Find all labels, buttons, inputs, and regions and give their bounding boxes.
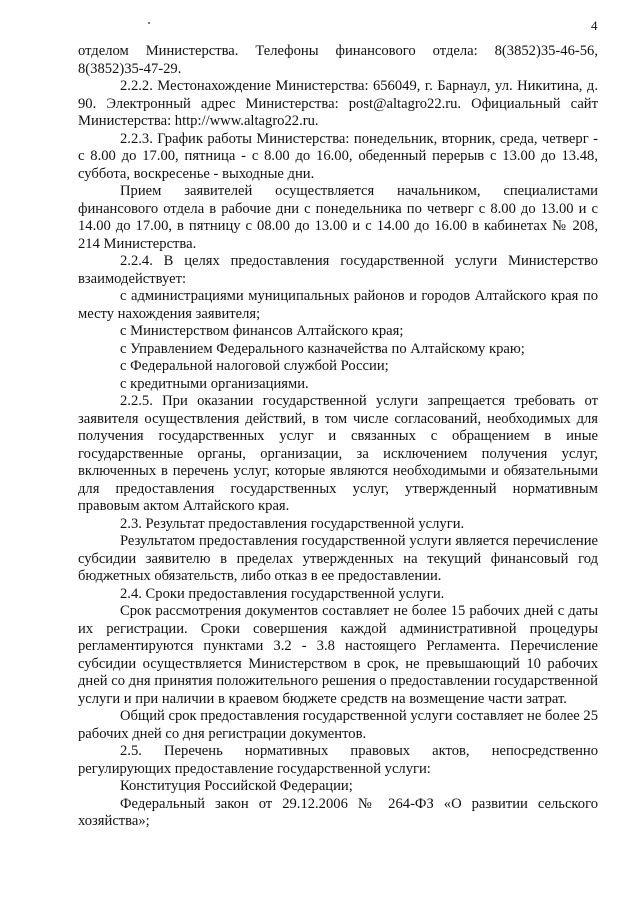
heading-2-4-terms: 2.4. Сроки предоставления государственной услуги.: [120, 585, 445, 602]
heading-2-5-legal-acts: 2.5. Перечень нормативных правовых актов, непосредственно регулирующих предоставление государственной услуги:: [78, 743, 598, 777]
heading-2-3-result: 2.3. Результат предоставления государственной услуги.: [120, 515, 465, 532]
list-item-municipal-administrations: с администрациями муниципальных районов и городов Алтайского края по месту нахождения заявителя;: [78, 288, 598, 322]
paragraph-finance-phones: отделом Министерства. Телефоны финансового отдела: 8(3852)35-46-56, 8(3852)35-47-29.: [78, 43, 598, 77]
list-item-federal-law-264: Федеральный закон от 29.12.2006 № 264-ФЗ «О развитии сельского хозяйства»;: [78, 795, 598, 829]
paragraph-review-terms: Срок рассмотрения документов составляет не более 15 рабочих дней с даты их регистрации. Сроки совершения каждой административной процедуры регламентируются пунктами 3.2 - 3.8 настоящего Регламента. Перечисление субсидии осуществляется Министерством в срок, не превышающий 10 рабочих дней со дня принятия положительного решения о предоставлении государственной услуги и при наличии в краевом бюджете средств на возмещение части затрат.: [78, 603, 598, 707]
paragraph-2-2-2-location: 2.2.2. Местонахождение Министерства: 656049, г. Барнаул, ул. Никитина, д. 90. Электронный адрес Министерства: post@altagro22.ru. Официальный сайт Министерства: http://www.altagro22.ru.: [78, 78, 598, 129]
list-item-ministry-of-finance: с Министерством финансов Алтайского края;: [120, 323, 404, 339]
list-item-credit-organizations: с кредитными организациями.: [120, 375, 309, 392]
page-number: 4: [591, 18, 598, 33]
paragraph-reception-hours: Прием заявителей осуществляется начальником, специалистами финансового отдела в рабочие дни с понедельника по четверг с 8.00 до 13.00 и с 14.00 до 17.00, в пятницу с 08.00 до 13.00 и с 14.00 до 16.00 в кабинетах № 208, 214 Министерства.: [78, 183, 598, 252]
paragraph-result: Результатом предоставления государственной услуги является перечисление субсидии заявителю в пределах утвержденных на текущий финансовый год бюджетных обязательств, либо отказ в ее предоставлении.: [78, 533, 598, 584]
list-item-tax-service: с Федеральной налоговой службой России;: [120, 358, 389, 374]
document-body: [78, 43, 598, 831]
list-item-constitution: Конституция Российской Федерации;: [120, 778, 353, 794]
scan-speck: [148, 22, 150, 24]
list-item-treasury: с Управлением Федерального казначейства по Алтайскому краю;: [120, 340, 525, 357]
paragraph-2-2-5-prohibition: 2.2.5. При оказании государственной услуги запрещается требовать от заявителя осуществления действий, в том числе согласований, необходимых для получения государственных услуг и связанных с обращением в иные государственные органы, организации, за исключением получения услуг, включенных в перечень услуг, которые являются необходимыми и обязательными для предоставления государственных услуг, утвержденный нормативным правовым актом Алтайского края.: [78, 393, 598, 514]
paragraph-2-2-3-schedule: 2.2.3. График работы Министерства: понедельник, вторник, среда, четверг - с 8.00 до 17.00, пятница - с 8.00 до 16.00, обеденный перерыв с 13.00 до 13.48, суббота, воскресенье - выходные дни.: [78, 130, 598, 182]
paragraph-2-2-4-interaction: 2.2.4. В целях предоставления государственной услуги Министерство взаимодействует:: [78, 253, 598, 287]
paragraph-total-term: Общий срок предоставления государственной услуги составляет не более 25 рабочих дней со дня регистрации документов.: [78, 708, 598, 742]
